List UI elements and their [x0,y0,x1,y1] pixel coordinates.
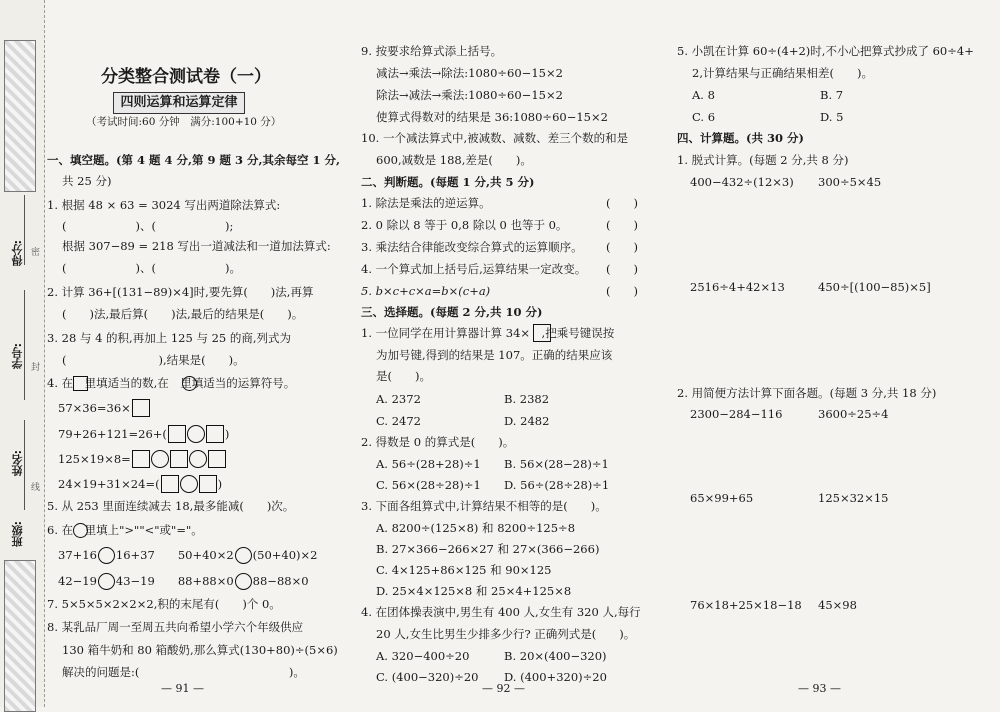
option: C. 2472 [376,414,421,428]
answer-paren[interactable]: ( ) [606,196,638,210]
text-line: 为加号键,得到的结果是 107。正确的结果应该 [376,348,613,362]
calc-item: 76×18+25×18−18 [690,598,802,612]
q4-row-2 [58,425,229,443]
answer-box[interactable] [132,450,150,468]
seal-mi: 密 [31,248,41,258]
option: D. 5 [820,110,844,124]
text-line: 解决的问题是:( )。 [62,665,305,679]
answer-paren[interactable]: ( ) [606,284,638,298]
q4-expr: 57×36=36× [58,400,131,415]
calc-item: 2300−284−116 [690,407,783,421]
text-line: ( )法,最后算( )法,最后的结果是( )。 [62,307,304,321]
option: B. 20×(400−320) [504,649,607,663]
page-subtitle: 四则运算和运算定律 [113,92,245,114]
option: A. 320−400÷20 [376,649,470,663]
calc-item: 65×99+65 [690,491,754,505]
id-label: 学号: [11,343,24,370]
circle-shape [73,523,88,538]
judge-2: 2. 0 除以 8 等于 0,8 除以 0 也等于 0。 [361,218,568,232]
section-heading: 四、计算题。(共 30 分) [677,131,804,145]
option: D. 2482 [504,414,550,428]
section-heading: 三、选择题。(每题 2 分,共 10 分) [361,305,543,319]
judge-5: 5. b×c+c×a=b×(c+a) [361,284,491,298]
answer-box[interactable] [161,475,179,493]
page-number: — 91 — [161,682,204,695]
binding-strip [0,0,45,707]
judge-1: 1. 除法是乘法的逆运算。 [361,196,491,210]
page-number: — 93 — [798,682,841,695]
answer-circle[interactable] [189,450,207,468]
answer-box[interactable] [170,450,188,468]
question-1: 1. 根据 48 × 63 = 3024 写出两道除法算式: [47,198,281,212]
compare-circle[interactable] [235,573,252,590]
answer-paren[interactable]: ( ) [606,240,638,254]
compare-circle[interactable] [235,547,252,564]
judge-3: 3. 乘法结合律能改变综合算式的运算顺序。 [361,240,583,254]
text-line: 130 箱牛奶和 80 箱酸奶,那么算式(130+80)÷(5×6) [62,643,338,657]
page-title: 分类整合测试卷（一） [101,67,271,87]
answer-circle[interactable] [187,425,205,443]
q6-expr: 50+40×2 [177,548,234,562]
option: C. 56×(28÷28)÷1 [376,478,481,492]
question-5: 5. 从 253 里面连续减去 18,最多能减( )次。 [47,499,295,513]
circle-shape [182,376,197,391]
section-heading: 二、判断题。(每题 1 分,共 5 分) [361,175,535,189]
answer-box[interactable] [533,324,551,342]
question-9: 9. 按要求给算式添上括号。 [361,44,503,58]
answer-paren[interactable]: ( ) [606,218,638,232]
option: B. 27×366−266×27 和 27×(366−266) [376,542,600,556]
text-line: 减法→乘法→除法:1080÷60−15×2 [376,66,563,80]
option: C. (400−320)÷20 [376,670,479,684]
q4-expr: 125×19×8= [58,451,131,466]
calc-item: 45×98 [818,598,857,612]
text-line: ( )、( )。 [62,261,241,275]
calc-item: 450÷[(100−85)×5] [818,280,931,294]
text-line: 600,减数是 188,差是( )。 [376,153,532,167]
question-8: 8. 某乳品厂周一至周五共向希望小学六个年级供应 [47,620,304,634]
answer-box[interactable] [206,425,224,443]
text-line: 2,计算结果与正确结果相差( )。 [692,66,873,80]
option: D. (400+320)÷20 [504,670,607,684]
option: C. 6 [692,110,716,124]
text-line: 共 25 分) [62,174,112,188]
q6-expr: 42−19 [58,574,97,588]
text-line: 除法→减法→乘法:1080÷60−15×2 [376,88,563,102]
text-line: 是( )。 [376,369,431,383]
text-line: ( )、( ); [62,219,234,233]
seal-feng: 封 [31,363,41,373]
option: A. 2372 [376,392,421,406]
option: D. 25×4×125×8 和 25×4+125×8 [376,584,572,598]
question-6: 6. 在 里填上">""<"或"="。 [47,523,203,537]
text-line: ( ),结果是( )。 [62,353,245,367]
option: B. 2382 [504,392,550,406]
q4-row-1 [58,399,150,417]
option: D. 56÷(28÷28)÷1 [504,478,610,492]
choice-question-3: 3. 下面各组算式中,计算结果不相等的是( )。 [361,499,607,513]
calc-item: 125×32×15 [818,491,889,505]
name-label: 姓名: [11,450,24,477]
question-4: 4. 在 里填适当的数,在 里填适当的运算符号。 [47,376,296,390]
answer-circle[interactable] [180,475,198,493]
question-7: 7. 5×5×5×2×2×2,积的末尾有( )个 0。 [47,597,281,611]
answer-paren[interactable]: ( ) [606,262,638,276]
calc-item: 300÷5×45 [818,175,882,189]
text-line: 20 人,女生比男生少排多少行? 正确列式是( )。 [376,627,636,641]
option: C. 4×125+86×125 和 90×125 [376,563,552,577]
question-3: 3. 28 与 4 的积,再加上 125 与 25 的商,列式为 [47,331,292,345]
text-line: 根据 307−89 = 218 写出一道减法和一道加法算式: [62,239,331,253]
choice-question-4: 4. 在团体操表演中,男生有 400 人,女生有 320 人,每行 [361,605,641,619]
answer-box[interactable] [199,475,217,493]
decor-band-top [4,40,36,192]
choice-question-1: 1. 一位同学在用计算器计算 34× ,把乘号键误按 [361,326,615,340]
compare-circle[interactable] [98,573,115,590]
calc-question-1: 1. 脱式计算。(每题 2 分,共 8 分) [677,153,849,167]
answer-box[interactable] [132,399,150,417]
q6-expr: 88−88×0 [252,574,309,588]
question-10: 10. 一个减法算式中,被减数、减数、差三个数的和是 [361,131,629,145]
option: A. 8 [692,88,715,102]
choice-question-5: 5. 小凯在计算 60÷(4+2)时,不小心把算式抄成了 60÷4+ [677,44,974,58]
q6-expr: 37+16 [58,548,97,562]
answer-circle[interactable] [151,450,169,468]
q6-row-2 [58,573,309,590]
page-number: — 92 — [482,682,525,695]
choice-question-2: 2. 得数是 0 的算式是( )。 [361,435,515,449]
option: A. 56÷(28+28)÷1 [376,457,481,471]
calc-item: 2516÷4+42×13 [690,280,785,294]
q4-expr: 24×19+31×24=( [58,476,160,491]
answer-box[interactable] [208,450,226,468]
score-label: 得分: [11,240,24,267]
exam-info: （考试时间:60 分钟 满分:100+10 分） [86,116,282,128]
q4-row-3 [58,450,226,468]
judge-4: 4. 一个算式加上括号后,运算结果一定改变。 [361,262,587,276]
q6-expr: 43−19 [115,574,155,588]
option: B. 56×(28−28)÷1 [504,457,609,471]
decor-band-bottom [4,560,36,712]
option: B. 7 [820,88,844,102]
q4-row-4 [58,475,222,493]
q6-row-1 [58,547,318,564]
section-heading: 一、填空题。(第 4 题 4 分,第 9 题 3 分,其余每空 1 分, [47,153,340,167]
box-shape [73,376,88,391]
q4-expr: ) [224,426,230,441]
q6-expr: 16+37 [115,548,155,562]
text-line: 使算式得数对的结果是 36:1080÷60−15×2 [376,110,608,124]
option: A. 8200÷(125×8) 和 8200÷125÷8 [376,521,576,535]
seal-xian: 线 [31,483,41,493]
calc-question-2: 2. 用简便方法计算下面各题。(每题 3 分,共 18 分) [677,386,937,400]
q6-expr: (50+40)×2 [252,548,318,562]
calc-item: 3600÷25÷4 [818,407,889,421]
answer-box[interactable] [168,425,186,443]
compare-circle[interactable] [98,547,115,564]
q4-expr: 79+26+121=26+( [58,426,167,441]
q4-expr: ) [217,476,223,491]
class-label: 班级: [11,521,24,548]
q6-expr: 88+88×0 [177,574,234,588]
question-2: 2. 计算 36+[(131−89)×4]时,要先算( )法,再算 [47,285,314,299]
calc-item: 400−432÷(12×3) [690,175,794,189]
